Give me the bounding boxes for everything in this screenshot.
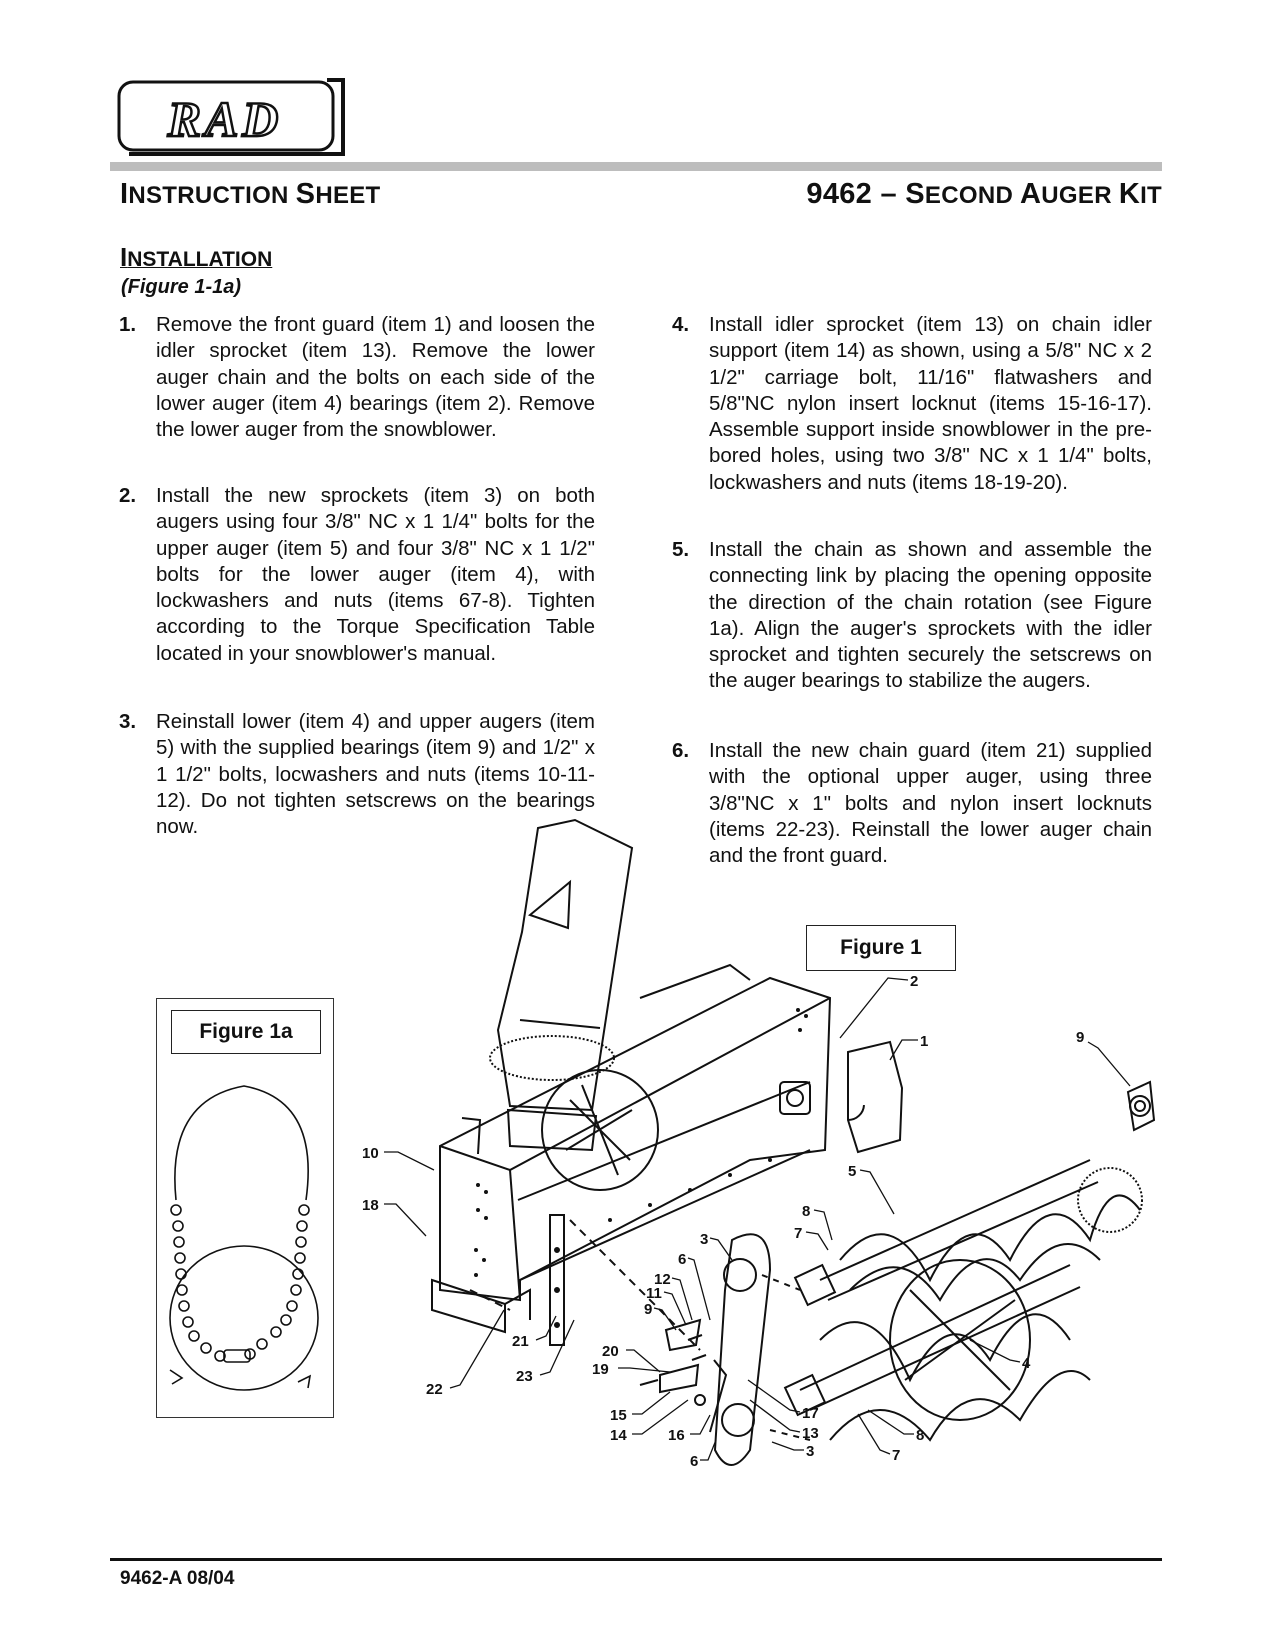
drive-chain [715,1234,810,1465]
idler-support [640,1320,726,1432]
rad-logo [117,78,347,158]
callout-14: 14 [610,1427,627,1444]
callout-7-lower: 7 [892,1447,901,1464]
rotation-arrow [170,1370,182,1384]
step-text: Install the new chain guard (item 21) supplied with the optional upper auger, using three 3/8"NC x 1" bolts and nylon insert locknuts (items 22-23). Reinstall the lower auger chain and the front guard. [709,739,1152,868]
callout-16: 16 [668,1427,685,1444]
figure-1a-chain-diagram [158,1060,332,1414]
callout-3: 3 [700,1231,709,1248]
step-number: 5. [672,538,690,561]
title-rest: HEET [315,182,381,209]
kit-number: 9462 – [806,178,906,210]
callout-18: 18 [362,1197,379,1214]
document-code: 9462-A 08/04 [120,1568,235,1589]
title-rest: IT [1140,182,1162,209]
step-number: 1. [119,313,137,336]
step-number: 2. [119,484,137,507]
figure-1-exploded-drawing [362,820,1220,1550]
callout-1: 1 [920,1033,929,1050]
housing-bearing [780,1082,810,1114]
section-subheading: (Figure 1-1a) [121,276,242,298]
title-rest: UGER [1041,182,1119,209]
callout-8: 8 [802,1203,811,1220]
document-title [120,178,381,211]
callout-21: 21 [512,1333,529,1350]
step-number: 6. [672,739,690,762]
step-text: Remove the front guard (item 1) and loosen the idler sprocket (item 13). Remove the lower auger chain and the bolts on each side of the lower auger (item 4) bearings (item 2). Remove the lower auger from the snowblower. [156,313,595,442]
footer-rule [110,1558,1162,1561]
title-rest: ECOND [924,182,1021,209]
callout-6: 6 [678,1251,687,1268]
callout-3-lower: 3 [806,1443,815,1460]
callout-13: 13 [802,1425,819,1442]
callout-12: 12 [654,1271,671,1288]
callout-2: 2 [910,973,919,990]
heading-cap: I [120,242,128,272]
section-heading [120,242,272,273]
callout-17: 17 [802,1405,819,1422]
step-number: 3. [119,710,137,733]
side-plate [432,1280,505,1332]
upper-auger [795,1160,1142,1305]
title-cap: S [905,178,925,210]
title-cap: S [295,178,316,210]
callout-6-lower: 6 [690,1453,699,1470]
logo-text: RAD [167,91,283,147]
callout-7: 7 [794,1225,803,1242]
callout-8-lower: 8 [916,1427,925,1444]
figure-1a-label: Figure 1a [171,1010,321,1054]
lower-auger [785,1260,1090,1440]
title-cap: I [120,178,129,210]
callout-9: 9 [1076,1029,1085,1046]
callout-22: 22 [426,1381,443,1398]
callout-11: 11 [646,1285,662,1302]
callout-4: 4 [1022,1355,1031,1372]
step-text: Install the chain as shown and assemble the connecting link by placing the opening opposite the direction of the chain rotation (see Figure 1a). Align the auger's sprockets with the idler sprocket and tighten securely the setscrews on the auger bearings to stabilize the augers. [709,538,1152,693]
heading-rest: NSTALLATION [127,248,273,271]
step-text: Reinstall lower (item 4) and upper augers (item 5) with the supplied bearings (item 9) and 1/2" x 1 1/2" bolts, locwashers and nuts (items 10-11-12). Do not tighten setscrews on the bearings now. [156,710,595,839]
callout-19: 19 [592,1361,609,1378]
header-rule [110,162,1162,171]
step-number: 4. [672,313,690,336]
callout-10: 10 [362,1145,379,1162]
front-guard [848,1042,902,1152]
chute-ring-gear [490,1036,614,1080]
discharge-chute [498,820,632,1110]
title-rest: NSTRUCTION [128,182,296,209]
callout-20: 20 [602,1343,619,1360]
kit-title [806,178,1162,211]
callout-23: 23 [516,1368,533,1385]
chain-links [171,1205,309,1361]
step-text: Install the new sprockets (item 3) on both augers using four 3/8" NC x 1 1/4" bolts for the upper auger (item 5) and four 3/8" NC x 1 1/2" bolts for the lower auger (item 4), with lockwashers and nuts (items 67-8). Tighten according to the Torque Specification Table located in your snowblower's manual. [156,484,595,665]
callout-9-lower: 9 [644,1301,653,1318]
title-cap: K [1118,178,1141,210]
step-text: Install idler sprocket (item 13) on chain idler support (item 14) as shown, using a 5/8" NC x 2 1/2" carriage bolt, 11/16" flatwashers and 5/8"NC nylon insert locknut (items 15-16-17). Assemble support inside snowblower in the pre-bored holes, using two 3/8" NC x 1 1/4" bolts, lockwashers and nuts (items 18-19-20). [709,313,1152,494]
flange-bearing [1128,1082,1154,1130]
figure-1-label: Figure 1 [806,925,956,971]
chain-path [175,1086,308,1200]
callout-15: 15 [610,1407,627,1424]
callout-5: 5 [848,1163,857,1180]
title-cap: A [1020,178,1042,210]
